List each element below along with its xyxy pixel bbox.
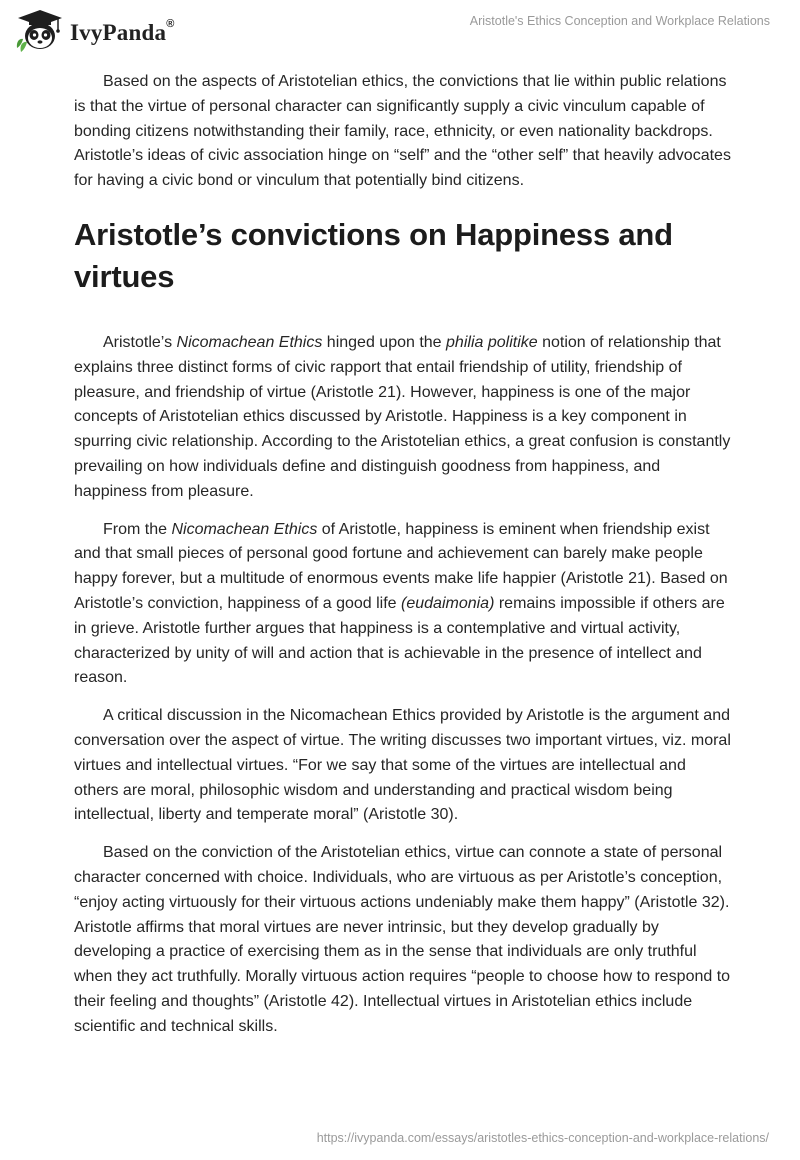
paragraph-happiness: From the Nicomachean Ethics of Aristotle, happiness is eminent when friendship exist and that small pieces of personal good fortune and achievement can barely make people happy forever, but a multitude of enormous events make life happier (Aristotle 21). Based on Aristotle’s conviction, happiness of a good life (eudaimonia) remains impossible if others are in grieve. Aristotle further argues that happiness is a contemplative and virtual activity, characterized by unity of will and action that is achievable in the presence of intellect and reason. — [74, 520, 728, 687]
section-heading: Aristotle’s convictions on Happiness and virtues — [74, 216, 673, 294]
ivypanda-logo[interactable] — [14, 8, 175, 54]
source-url[interactable]: https://ivypanda.com/essays/aristotles-ethics-conception-and-workplace-relations/ — [316, 1131, 769, 1145]
term-italic: (eudaimonia) — [401, 594, 495, 612]
registered-mark: ® — [166, 18, 175, 30]
paragraph-civic-bond: Based on the aspects of Aristotelian ethics, the convictions that lie within public relations is that the virtue of personal character can significantly supply a civic vinculum capable of bonding citizens notwithstanding their family, race, ethnicity, or even nationality backdrops. Aristotle’s ideas of civic association hinge on “self” and the “other self” that heavily advocates for having a civic bond or vinculum that potentially bind citizens. — [74, 73, 731, 190]
book-title-italic: Nicomachean Ethics — [171, 520, 318, 538]
page-header — [0, 0, 800, 60]
paragraph-virtue-character: Based on the conviction of the Aristotelian ethics, virtue can connote a state of personal character concerned with choice. Individuals, who are virtuous as per Aristotle’s conception, “enjoy acting virtuously for their virtuous actions undeniably make them happy” (Aristotle 32). Aristotle affirms that moral virtues are never intrinsic, but they develop gradually by developing a practice of exercising them as in the sense that individuals are only truthful when they act truthfully. Morally virtuous action requires “people to choose how to respond to their feeling and thoughts” (Aristotle 42). Intellectual virtues in Aristotelian ethics include scientific and technical skills. — [74, 844, 731, 1035]
term-italic: philia politike — [446, 333, 538, 351]
essay-body — [74, 70, 734, 1053]
paragraph-virtue-discussion: A critical discussion in the Nicomachean Ethics provided by Aristotle is the argument and conversation over the aspect of virtue. The writing discusses two important virtues, viz. moral virtues and intellectual virtues. “For we say that some of the virtues are intellectual and others are moral, philosophic wisdom and understanding and practical wisdom being intellectual, liberty and temperate moral” (Aristotle 30). — [74, 707, 731, 824]
paragraph-philia-politike: Aristotle’s Nicomachean Ethics hinged upon the philia politike notion of relationship that explains three distinct forms of civic rapport that entail friendship of utility, friendship of pleasure, and friendship of virtue (Aristotle 21). However, happiness is one of the major concepts of Aristotelian ethics discussed by Aristotle. Happiness is a key component in spurring civic relationship. According to the Aristotelian ethics, a great confusion is constantly prevailing on how individuals define and distinguish goodness from happiness, and happiness from pleasure. — [74, 333, 731, 500]
panda-graduate-icon — [14, 8, 66, 54]
document-title: Aristotle's Ethics Conception and Workplace Relations — [469, 14, 770, 28]
book-title-italic: Nicomachean Ethics — [176, 333, 323, 351]
brand-name: IvyPanda® — [70, 18, 175, 45]
